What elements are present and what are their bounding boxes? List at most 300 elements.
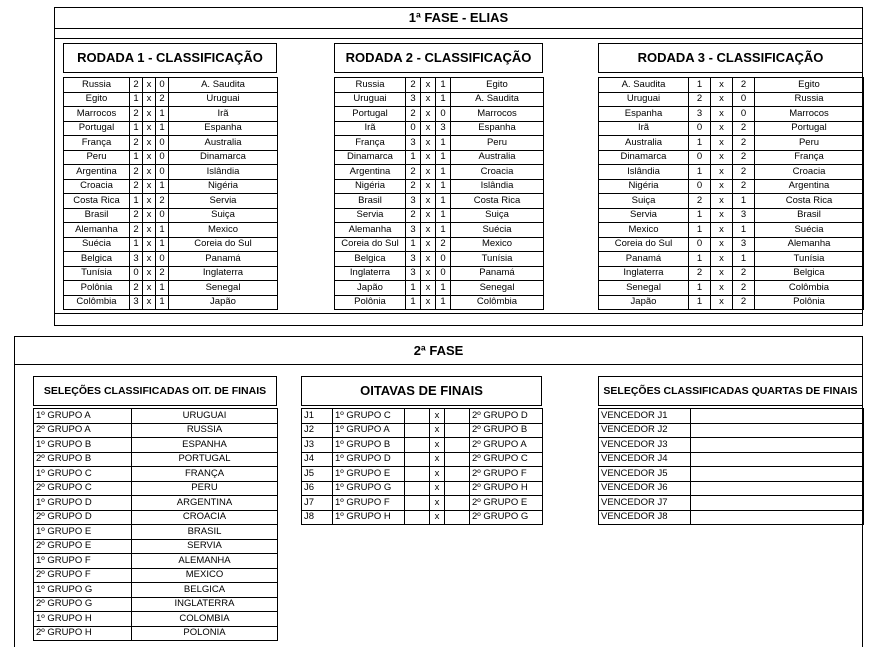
game-id: J1	[302, 409, 333, 424]
away-team: Tunísia	[755, 252, 864, 267]
home-score[interactable]	[405, 452, 430, 467]
away-score[interactable]: 1	[156, 179, 169, 194]
match-row	[335, 194, 544, 209]
away-team: Mexico	[451, 237, 544, 252]
away-score[interactable]: 1	[436, 78, 451, 93]
round16-row	[302, 452, 543, 467]
match-row	[599, 165, 864, 180]
group-position: 2º GRUPO A	[34, 423, 132, 438]
home-team: Egito	[64, 92, 130, 107]
game-id: J8	[302, 510, 333, 525]
away-team: Russia	[755, 92, 864, 107]
home-team: Uruguai	[599, 92, 689, 107]
away-score[interactable]: 1	[156, 223, 169, 238]
away-team: Coreia do Sul	[169, 237, 278, 252]
home-score[interactable]	[405, 467, 430, 482]
home-team: A. Saudita	[599, 78, 689, 93]
away-score[interactable]	[445, 510, 470, 525]
away-team: Peru	[755, 136, 864, 151]
home-team: Portugal	[335, 107, 406, 122]
home-score[interactable]: 3	[406, 136, 421, 151]
home-team: Irã	[335, 121, 406, 136]
away-score[interactable]: 1	[436, 92, 451, 107]
away-team: Croacia	[755, 165, 864, 180]
away-team: Suécia	[755, 223, 864, 238]
away-score[interactable]: 1	[156, 295, 169, 310]
winner-team[interactable]	[691, 452, 864, 467]
home-score[interactable]: 2	[130, 281, 143, 296]
match-row	[64, 295, 278, 310]
home-score[interactable]: 1	[689, 165, 711, 180]
versus-mark: x	[430, 510, 445, 525]
away-team: Argentina	[755, 179, 864, 194]
away-score[interactable]: 1	[436, 136, 451, 151]
home-score[interactable]: 1	[406, 237, 421, 252]
winner-team[interactable]	[691, 467, 864, 482]
home-score[interactable]: 0	[406, 121, 421, 136]
home-score[interactable]: 0	[689, 179, 711, 194]
home-team: Inglaterra	[599, 266, 689, 281]
round16-row	[302, 467, 543, 482]
winner-label: VENCEDOR J5	[599, 467, 691, 482]
versus-mark: x	[430, 438, 445, 453]
round1-table	[63, 77, 278, 310]
round16-table	[301, 408, 543, 525]
round16-row	[302, 510, 543, 525]
classified-row	[34, 438, 278, 453]
quarters-row	[599, 438, 864, 453]
winner-team[interactable]	[691, 510, 864, 525]
versus-mark: x	[421, 92, 436, 107]
winner-team[interactable]	[691, 409, 864, 424]
classified-table	[33, 408, 278, 641]
round2-title: RODADA 2 - CLASSIFICAÇÃO	[334, 43, 543, 73]
away-team: Islândia	[451, 179, 544, 194]
classified-team: PORTUGAL	[132, 452, 278, 467]
match-row	[64, 266, 278, 281]
home-score[interactable]: 3	[406, 223, 421, 238]
away-score[interactable]: 0	[156, 150, 169, 165]
home-team: Croacia	[64, 179, 130, 194]
classified-row	[34, 568, 278, 583]
away-score[interactable]: 2	[733, 165, 755, 180]
round16-row	[302, 496, 543, 511]
away-score[interactable]: 1	[733, 223, 755, 238]
home-score[interactable]: 3	[130, 295, 143, 310]
classified-row	[34, 626, 278, 641]
away-team: Islândia	[169, 165, 278, 180]
home-score[interactable]: 3	[406, 266, 421, 281]
winner-team[interactable]	[691, 438, 864, 453]
phase2-inner-line	[14, 364, 863, 365]
winner-team[interactable]	[691, 481, 864, 496]
away-score[interactable]: 3	[733, 208, 755, 223]
match-row	[64, 121, 278, 136]
home-score[interactable]: 1	[689, 252, 711, 267]
away-score[interactable]: 2	[733, 121, 755, 136]
away-score[interactable]: 2	[733, 266, 755, 281]
away-team: Costa Rica	[755, 194, 864, 209]
round16-title: OITAVAS DE FINAIS	[301, 376, 542, 406]
home-score[interactable]	[405, 496, 430, 511]
home-score[interactable]	[405, 481, 430, 496]
classified-row	[34, 539, 278, 554]
match-row	[335, 179, 544, 194]
match-row	[335, 252, 544, 267]
versus-mark: x	[711, 78, 733, 93]
match-row	[599, 223, 864, 238]
versus-mark: x	[143, 150, 156, 165]
away-score[interactable]: 1	[436, 179, 451, 194]
classified-team: ARGENTINA	[132, 496, 278, 511]
away-team: Egito	[755, 78, 864, 93]
home-score[interactable]: 2	[130, 165, 143, 180]
away-team: Egito	[451, 78, 544, 93]
away-score[interactable]: 1	[436, 208, 451, 223]
winner-label: VENCEDOR J6	[599, 481, 691, 496]
winner-label: VENCEDOR J4	[599, 452, 691, 467]
away-team: Marrocos	[451, 107, 544, 122]
away-score[interactable]: 0	[436, 107, 451, 122]
away-score[interactable]: 2	[733, 78, 755, 93]
match-row	[335, 208, 544, 223]
home-slot: 1º GRUPO F	[333, 496, 405, 511]
away-score[interactable]	[445, 409, 470, 424]
away-score[interactable]: 1	[436, 281, 451, 296]
classified-title: SELEÇÕES CLASSIFICADAS OIT. DE FINAIS	[33, 376, 277, 406]
home-score[interactable]: 1	[130, 237, 143, 252]
home-team: Colômbia	[64, 295, 130, 310]
winner-team[interactable]	[691, 496, 864, 511]
home-score[interactable]: 1	[689, 223, 711, 238]
away-team: Espanha	[451, 121, 544, 136]
away-score[interactable]: 1	[733, 194, 755, 209]
winner-label: VENCEDOR J3	[599, 438, 691, 453]
away-score[interactable]: 1	[436, 194, 451, 209]
home-score[interactable]: 2	[406, 107, 421, 122]
home-score[interactable]	[405, 409, 430, 424]
home-score[interactable]: 1	[406, 295, 421, 310]
away-score[interactable]	[445, 438, 470, 453]
home-score[interactable]: 2	[689, 266, 711, 281]
away-score[interactable]	[445, 423, 470, 438]
round3-table	[598, 77, 864, 310]
match-row	[599, 92, 864, 107]
home-score[interactable]	[405, 423, 430, 438]
away-team: Alemanha	[755, 237, 864, 252]
match-row	[64, 223, 278, 238]
away-score[interactable]: 2	[156, 194, 169, 209]
away-team: A. Saudita	[451, 92, 544, 107]
match-row	[599, 237, 864, 252]
classified-team: COLOMBIA	[132, 612, 278, 627]
away-score[interactable]: 1	[156, 237, 169, 252]
away-slot: 2º GRUPO F	[470, 467, 543, 482]
home-score[interactable]: 1	[130, 194, 143, 209]
away-score[interactable]	[445, 481, 470, 496]
home-team: Marrocos	[64, 107, 130, 122]
away-score[interactable]: 1	[436, 295, 451, 310]
versus-mark: x	[430, 467, 445, 482]
quarters-row	[599, 510, 864, 525]
home-score[interactable]: 3	[406, 92, 421, 107]
away-score[interactable]: 0	[156, 136, 169, 151]
group-position: 1º GRUPO G	[34, 583, 132, 598]
home-team: Irã	[599, 121, 689, 136]
home-team: Servia	[599, 208, 689, 223]
away-score[interactable]: 2	[733, 295, 755, 310]
away-score[interactable]: 2	[733, 281, 755, 296]
home-team: Senegal	[599, 281, 689, 296]
round16-row	[302, 423, 543, 438]
round16-row	[302, 409, 543, 424]
home-score[interactable]: 3	[689, 107, 711, 122]
versus-mark: x	[143, 295, 156, 310]
home-score[interactable]: 1	[130, 150, 143, 165]
away-team: Marrocos	[755, 107, 864, 122]
classified-team: PERU	[132, 481, 278, 496]
home-team: Espanha	[599, 107, 689, 122]
home-score[interactable]: 1	[689, 295, 711, 310]
away-slot: 2º GRUPO D	[470, 409, 543, 424]
away-team: Espanha	[169, 121, 278, 136]
home-score[interactable]	[405, 510, 430, 525]
versus-mark: x	[430, 452, 445, 467]
match-row	[599, 252, 864, 267]
home-team: Suiça	[599, 194, 689, 209]
away-score[interactable]: 1	[436, 223, 451, 238]
away-score[interactable]: 2	[733, 179, 755, 194]
classified-team: URUGUAI	[132, 409, 278, 424]
quarters-row	[599, 467, 864, 482]
home-team: Nigéria	[599, 179, 689, 194]
classified-team: BELGICA	[132, 583, 278, 598]
home-score[interactable]: 2	[130, 107, 143, 122]
versus-mark: x	[421, 223, 436, 238]
away-score[interactable]: 1	[436, 165, 451, 180]
round1-title: RODADA 1 - CLASSIFICAÇÃO	[63, 43, 277, 73]
home-team: Nigéria	[335, 179, 406, 194]
home-team: Coreia do Sul	[599, 237, 689, 252]
home-score[interactable]: 1	[130, 92, 143, 107]
away-score[interactable]: 0	[156, 165, 169, 180]
home-team: Dinamarca	[599, 150, 689, 165]
home-score[interactable]: 1	[406, 150, 421, 165]
away-team: Panamá	[451, 266, 544, 281]
home-score[interactable]: 2	[130, 179, 143, 194]
home-score[interactable]: 2	[130, 136, 143, 151]
versus-mark: x	[430, 423, 445, 438]
away-team: França	[755, 150, 864, 165]
home-score[interactable]: 1	[689, 136, 711, 151]
classified-row	[34, 554, 278, 569]
group-position: 1º GRUPO B	[34, 438, 132, 453]
away-team: A. Saudita	[169, 78, 278, 93]
game-id: J6	[302, 481, 333, 496]
group-position: 1º GRUPO E	[34, 525, 132, 540]
versus-mark: x	[143, 208, 156, 223]
home-slot: 1º GRUPO H	[333, 510, 405, 525]
versus-mark: x	[711, 121, 733, 136]
away-score[interactable]	[445, 467, 470, 482]
away-score[interactable]: 0	[156, 208, 169, 223]
home-score[interactable]: 3	[406, 194, 421, 209]
versus-mark: x	[711, 194, 733, 209]
away-score[interactable]	[445, 496, 470, 511]
home-team: Alemanha	[64, 223, 130, 238]
versus-mark: x	[711, 107, 733, 122]
away-score[interactable]: 0	[436, 266, 451, 281]
away-team: Senegal	[451, 281, 544, 296]
home-score[interactable]: 2	[130, 208, 143, 223]
away-team: Mexico	[169, 223, 278, 238]
away-score[interactable]: 1	[733, 252, 755, 267]
winner-label: VENCEDOR J8	[599, 510, 691, 525]
versus-mark: x	[430, 481, 445, 496]
away-score[interactable]: 2	[733, 136, 755, 151]
away-score[interactable]: 2	[733, 150, 755, 165]
home-score[interactable]: 1	[689, 208, 711, 223]
match-row	[64, 194, 278, 209]
classified-team: FRANÇA	[132, 467, 278, 482]
away-team: Croacia	[451, 165, 544, 180]
versus-mark: x	[143, 223, 156, 238]
match-row	[335, 266, 544, 281]
match-row	[599, 150, 864, 165]
home-slot: 1º GRUPO B	[333, 438, 405, 453]
home-score[interactable]: 3	[130, 252, 143, 267]
classified-team: INGLATERRA	[132, 597, 278, 612]
match-row	[335, 78, 544, 93]
away-score[interactable]: 0	[733, 107, 755, 122]
away-team: Senegal	[169, 281, 278, 296]
classified-row	[34, 496, 278, 511]
versus-mark: x	[421, 150, 436, 165]
home-score[interactable]: 2	[689, 92, 711, 107]
home-score[interactable]: 0	[689, 121, 711, 136]
winner-team[interactable]	[691, 423, 864, 438]
away-score[interactable]: 1	[156, 121, 169, 136]
home-score[interactable]: 2	[406, 208, 421, 223]
home-team: Mexico	[599, 223, 689, 238]
home-score[interactable]: 2	[406, 165, 421, 180]
home-team: Tunísia	[64, 266, 130, 281]
home-score[interactable]: 0	[689, 150, 711, 165]
home-team: Argentina	[335, 165, 406, 180]
away-slot: 2º GRUPO E	[470, 496, 543, 511]
group-position: 2º GRUPO F	[34, 568, 132, 583]
home-team: Russia	[64, 78, 130, 93]
away-score[interactable]: 1	[436, 150, 451, 165]
classified-row	[34, 597, 278, 612]
classified-team: ESPANHA	[132, 438, 278, 453]
home-score[interactable]: 1	[689, 281, 711, 296]
home-team: Uruguai	[335, 92, 406, 107]
match-row	[599, 78, 864, 93]
game-id: J7	[302, 496, 333, 511]
home-score[interactable]: 1	[689, 78, 711, 93]
match-row	[64, 136, 278, 151]
away-score[interactable]: 2	[156, 266, 169, 281]
home-score[interactable]: 2	[130, 223, 143, 238]
home-score[interactable]: 2	[130, 78, 143, 93]
classified-row	[34, 423, 278, 438]
home-team: França	[335, 136, 406, 151]
home-slot: 1º GRUPO G	[333, 481, 405, 496]
match-row	[64, 150, 278, 165]
classified-team: BRASIL	[132, 525, 278, 540]
versus-mark: x	[421, 252, 436, 267]
home-score[interactable]: 0	[130, 266, 143, 281]
home-score[interactable]: 2	[406, 179, 421, 194]
away-score[interactable]: 3	[733, 237, 755, 252]
versus-mark: x	[421, 194, 436, 209]
versus-mark: x	[143, 194, 156, 209]
home-team: Coreia do Sul	[335, 237, 406, 252]
match-row	[335, 150, 544, 165]
away-score[interactable]: 2	[156, 92, 169, 107]
away-slot: 2º GRUPO B	[470, 423, 543, 438]
group-position: 1º GRUPO H	[34, 612, 132, 627]
away-team: Colômbia	[755, 281, 864, 296]
away-team: Suiça	[451, 208, 544, 223]
home-team: Polônia	[335, 295, 406, 310]
away-score[interactable]: 1	[156, 281, 169, 296]
away-score[interactable]: 1	[156, 107, 169, 122]
away-score[interactable]: 3	[436, 121, 451, 136]
home-score[interactable]: 3	[406, 252, 421, 267]
away-team: Australia	[169, 136, 278, 151]
home-team: Russia	[335, 78, 406, 93]
away-score[interactable]: 2	[436, 237, 451, 252]
match-row	[335, 121, 544, 136]
away-team: Australia	[451, 150, 544, 165]
home-score[interactable]: 1	[130, 121, 143, 136]
away-score[interactable]: 0	[436, 252, 451, 267]
home-team: Brasil	[64, 208, 130, 223]
match-row	[335, 295, 544, 310]
match-row	[64, 92, 278, 107]
match-row	[599, 179, 864, 194]
home-slot: 1º GRUPO D	[333, 452, 405, 467]
versus-mark: x	[711, 136, 733, 151]
classified-row	[34, 481, 278, 496]
away-team: Polônia	[755, 295, 864, 310]
home-team: Islândia	[599, 165, 689, 180]
winner-label: VENCEDOR J7	[599, 496, 691, 511]
match-row	[64, 281, 278, 296]
round16-row	[302, 438, 543, 453]
away-score[interactable]	[445, 452, 470, 467]
home-slot: 1º GRUPO A	[333, 423, 405, 438]
away-score[interactable]: 0	[156, 252, 169, 267]
home-score[interactable]: 1	[406, 281, 421, 296]
away-score[interactable]: 0	[733, 92, 755, 107]
home-score[interactable]: 2	[689, 194, 711, 209]
match-row	[64, 78, 278, 93]
versus-mark: x	[143, 121, 156, 136]
classified-row	[34, 612, 278, 627]
away-slot: 2º GRUPO G	[470, 510, 543, 525]
versus-mark: x	[421, 107, 436, 122]
home-score[interactable]: 2	[406, 78, 421, 93]
home-slot: 1º GRUPO E	[333, 467, 405, 482]
classified-team: SERVIA	[132, 539, 278, 554]
away-score[interactable]: 0	[156, 78, 169, 93]
home-score[interactable]: 0	[689, 237, 711, 252]
home-score[interactable]	[405, 438, 430, 453]
away-team: Japão	[169, 295, 278, 310]
